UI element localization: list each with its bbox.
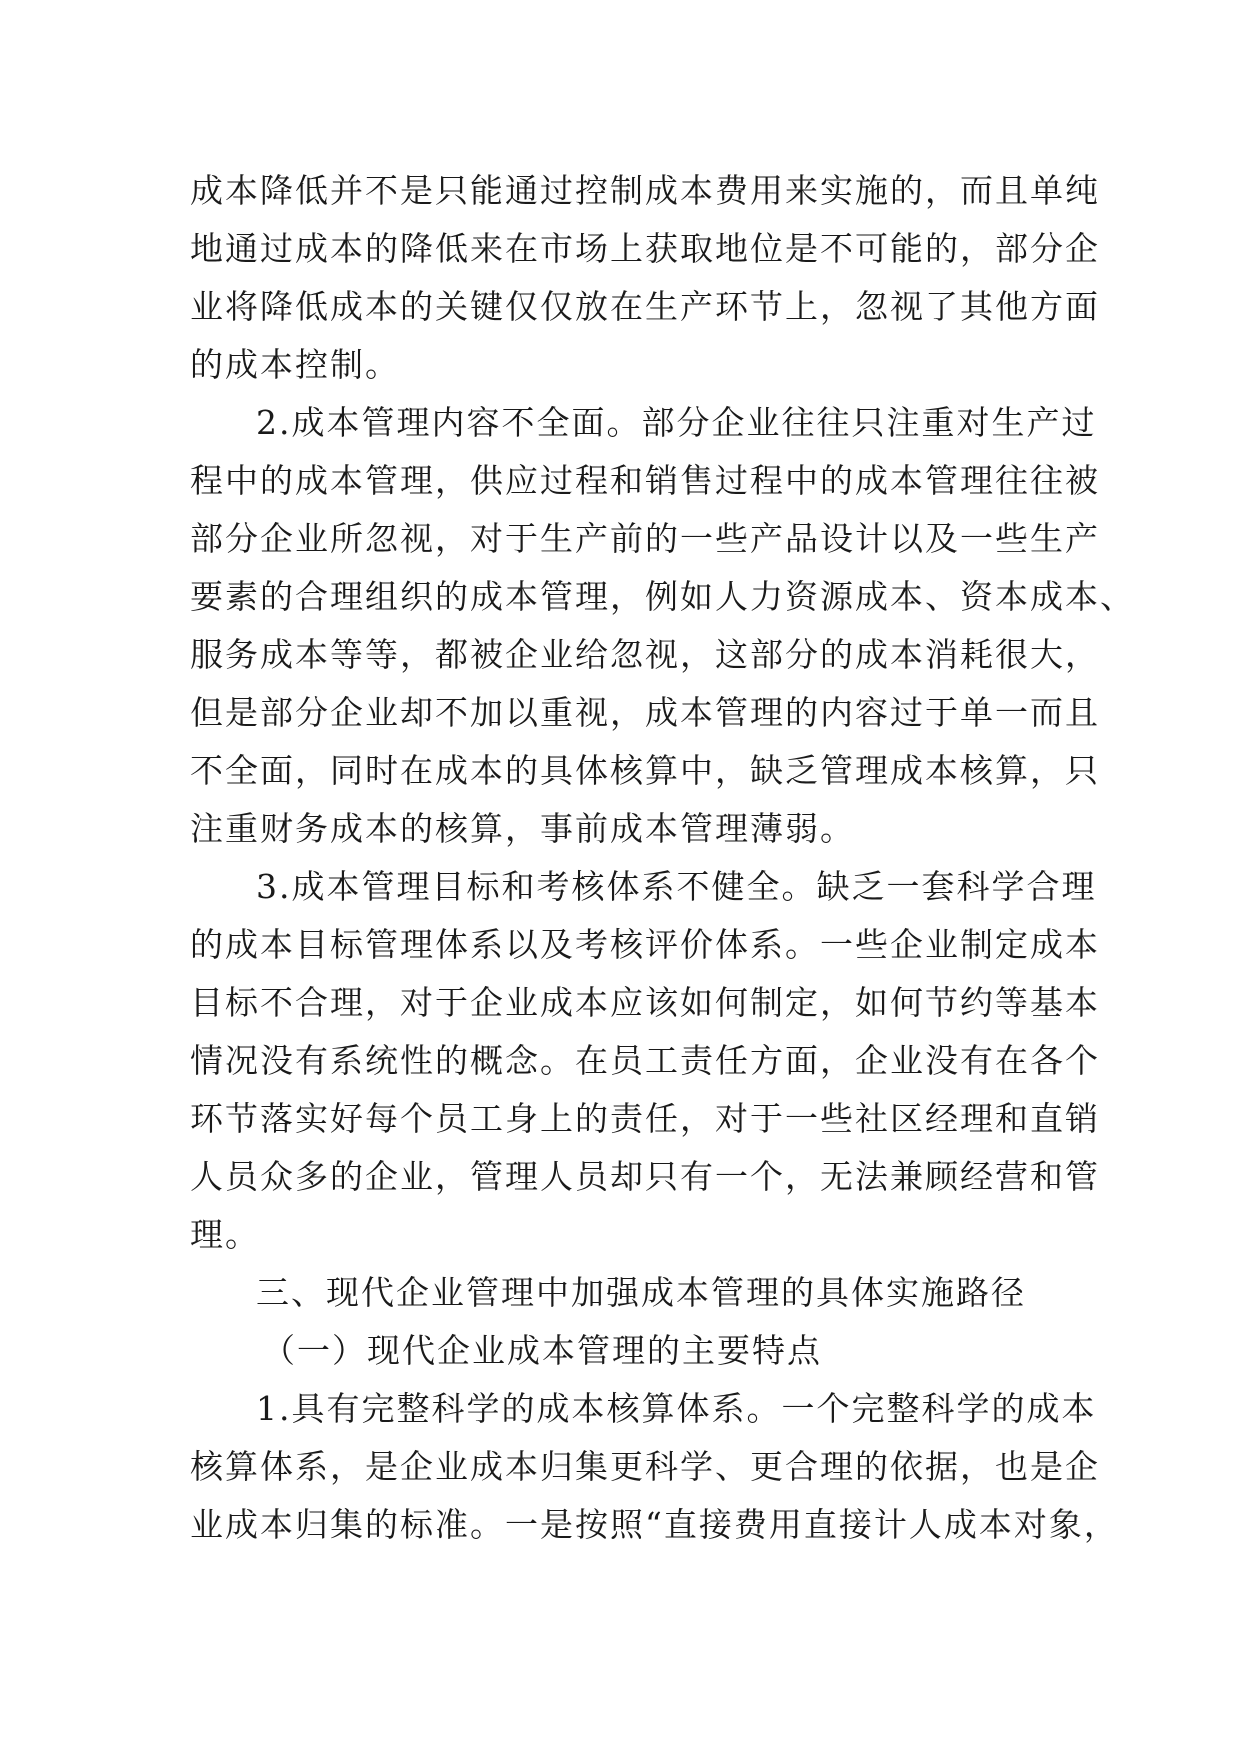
- text-line-10: 但是部分企业却不加以重视，成本管理的内容过于单一而且: [190, 693, 1100, 732]
- text-line-12: 注重财务成本的核算，事前成本管理薄弱。: [190, 809, 855, 848]
- text-line-11: 不全面，同时在成本的具体核算中，缺乏管理成本核算，只: [190, 751, 1100, 790]
- text-line-8: 要素的合理组织的成本管理，例如人力资源成本、资本成本、: [190, 577, 1135, 616]
- text-line-3: 业将降低成本的关键仅仅放在生产环节上，忽视了其他方面: [190, 287, 1100, 326]
- subsection-heading: （一）现代企业成本管理的主要特点: [262, 1331, 822, 1370]
- body-text: [190, 162, 1135, 1554]
- text-line-19: 理。: [190, 1215, 260, 1254]
- text-line-1: 成本降低并不是只能通过控制成本费用来实施的，而且单纯: [190, 171, 1100, 210]
- text-line-15: 目标不合理，对于企业成本应该如何制定，如何节约等基本: [190, 983, 1100, 1022]
- text-line-24: 业成本归集的标准。一是按照“直接费用直接计人成本对象，: [190, 1505, 1119, 1544]
- text-line-5: 2.成本管理内容不全面。部分企业往往只注重对生产过: [256, 403, 1097, 442]
- text-line-7: 部分企业所忽视，对于生产前的一些产品设计以及一些生产: [190, 519, 1100, 558]
- text-line-18: 人员众多的企业，管理人员却只有一个，无法兼顾经营和管: [190, 1157, 1100, 1196]
- section-heading: 三、现代企业管理中加强成本管理的具体实施路径: [256, 1273, 1026, 1312]
- text-line-6: 程中的成本管理，供应过程和销售过程中的成本管理往往被: [190, 461, 1100, 500]
- text-line-14: 的成本目标管理体系以及考核评价体系。一些企业制定成本: [190, 925, 1100, 964]
- text-line-4: 的成本控制。: [190, 345, 400, 384]
- text-line-9: 服务成本等等，都被企业给忽视，这部分的成本消耗很大，: [190, 635, 1100, 674]
- text-line-23: 核算体系，是企业成本归集更科学、更合理的依据，也是企: [190, 1447, 1100, 1486]
- text-line-2: 地通过成本的降低来在市场上获取地位是不可能的，部分企: [190, 229, 1100, 268]
- text-line-17: 环节落实好每个员工身上的责任，对于一些社区经理和直销: [190, 1099, 1100, 1138]
- text-line-16: 情况没有系统性的概念。在员工责任方面，企业没有在各个: [190, 1041, 1100, 1080]
- text-line-13: 3.成本管理目标和考核体系不健全。缺乏一套科学合理: [256, 867, 1097, 906]
- text-line-22: 1.具有完整科学的成本核算体系。一个完整科学的成本: [256, 1389, 1097, 1428]
